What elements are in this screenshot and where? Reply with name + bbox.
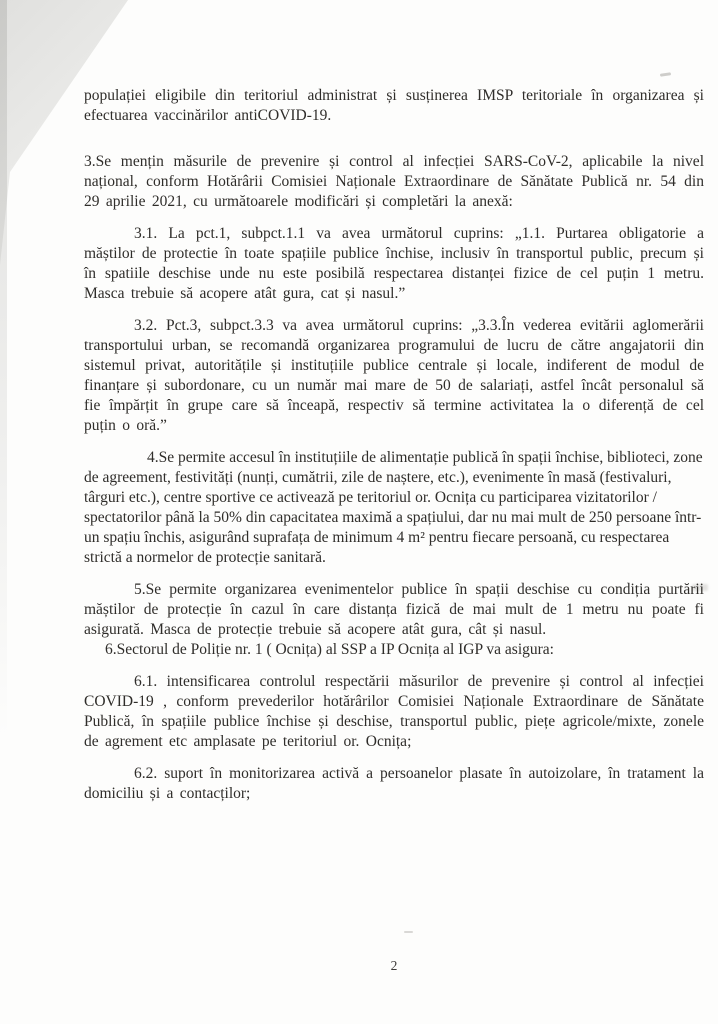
paragraph-point-6-1: 6.1. intensificarea controlul respectării măsurilor de prevenire și control al infecției COVID-19 , conform prevederilor hotărârilor Comisiei Naționale Extraordinare de Sănătate Publică, în spațiile publice închise și deschise, transportul public, piețe agricole/mixte, zonele de agrement etc amplasate pe teritoriul or. Ocnița; xyxy=(84,673,704,750)
paragraph-point-4: 4.Se permite accesul în instituțiile de alimentație publică în spații închise, biblioteci, zone de agreement, festivități (nunți, cumătrii, zile de naștere, etc.), evenimente în masă (festivaluri, târguri etc.), centre sportive ce activează pe teritoriul or. Ocnița cu participarea vizitatorilor / spectatorilor până la 50% din capacitatea maximă a spațiului, dar nu mai mult de 250 persoane într-un spațiu închis, asigurând suprafața de minimum 4 m² pentru fiecare persoană, cu respectarea strictă a normelor de protecție sanitară. xyxy=(84,449,703,566)
scan-artifact xyxy=(660,72,671,77)
paragraph-point-6-2: 6.2. suport în monitorizarea activă a persoanelor plasate în autoizolare, în tratament la domiciliu și a contacților; xyxy=(84,765,704,802)
scan-edge-shadow xyxy=(0,0,7,1024)
paragraph-point-3: 3.Se mențin măsurile de prevenire și control al infecției SARS-CoV-2, aplicabile la nivel național, conform Hotărârii Comisiei Naționale Extraordinare de Sănătate Publică nr. 54 din 29 aprilie 2021, cu următoarele modificări și completări la anexă: xyxy=(84,153,704,210)
page-number: 2 xyxy=(390,958,398,973)
paragraph-point-3-1: 3.1. La pct.1, subpct.1.1 va avea următorul cuprins: „1.1. Purtarea obligatorie a măștilor de protectie în toate spațiile publice închise, inclusiv în transportul public, precum și în spatiile deschise unde nu este posibilă respectarea distanței fizice de cel puțin 1 metru. Masca trebuie să acopere atât gura, cat și nasul.” xyxy=(84,225,704,302)
paragraph-point-6: 6.Sectorul de Poliție nr. 1 ( Ocnița) al SSP a IP Ocnița al IGP va asigura: xyxy=(105,641,554,658)
document-body xyxy=(84,86,704,816)
paragraph-intro-continuation: populației eligibile din teritoriul administrat și susținerea IMSP teritoriale în organizarea și efectuarea vaccinărilor antiCOVID-19. xyxy=(84,87,704,124)
scan-artifact xyxy=(404,931,413,933)
paragraph-point-5: 5.Se permite organizarea evenimentelor publice în spații deschise cu condiția purtării măștilor de protecție în cazul în care distanța fizică de mai mult de 1 metru nu poate fi asigurată. Masca de protecție trebuie să acopere atât gura, cât și nasul. xyxy=(84,581,704,638)
paragraph-point-3-2: 3.2. Pct.3, subpct.3.3 va avea următorul cuprins: „3.3.În vederea evitării aglomerării transportului urban, se recomandă organizarea programului de lucru de către angajatorii din sistemul privat, autoritățile și instituțiile publice centrale și locale, indiferent de modul de finanțare și subordonare, cu un număr mai mare de 50 de salariați, astfel încât personalul să fie împărțit în grupe care să înceapă, respectiv să termine activitatea la o diferență de cel puțin o oră.” xyxy=(84,317,704,434)
